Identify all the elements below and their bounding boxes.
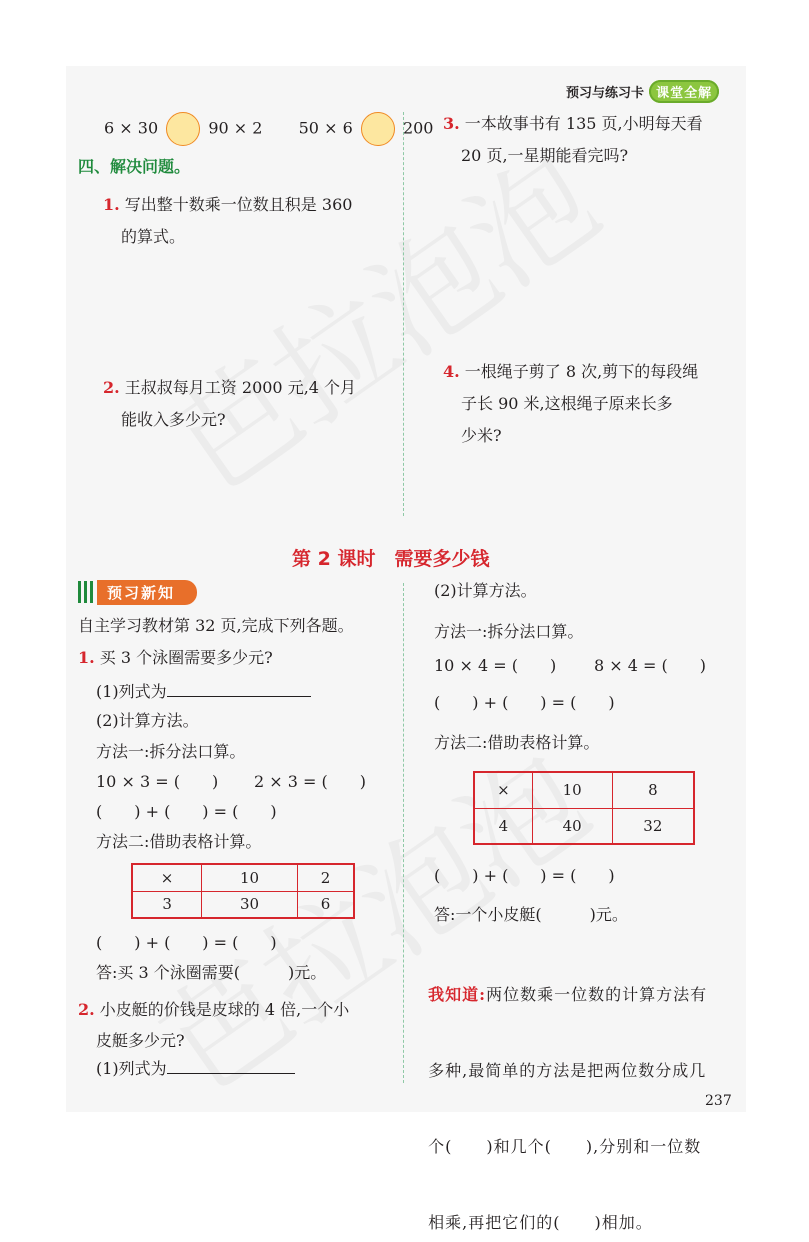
p2-question	[78, 994, 349, 1056]
compare-row	[104, 112, 433, 146]
q4-line1: 一根绳子剪了 8 次,剪下的每段绳	[464, 362, 699, 381]
know-line3: 个( )和几个( ),分别和一位数	[428, 1137, 702, 1156]
question-3	[443, 108, 703, 172]
q1-line2: 的算式。	[121, 227, 186, 246]
q3-line1: 一本故事书有 135 页,小明每天看	[464, 114, 703, 133]
q4-number: 4.	[443, 362, 460, 381]
header-title: 预习与练习卡	[566, 86, 645, 101]
table-row	[474, 772, 694, 808]
banner-bars	[78, 581, 93, 603]
r-method-heading: (2)计算方法。	[434, 581, 537, 600]
q2-line1: 王叔叔每月工资 2000 元,4 个月	[124, 378, 357, 397]
compare-a-left: 6 × 30	[104, 118, 159, 138]
p1-formula-label: (1)列式为	[96, 682, 167, 701]
p1-text: 买 3 个泳圈需要多少元?	[99, 648, 273, 667]
p1-table	[131, 863, 355, 919]
p1-sum: ( ) + ( ) = ( )	[96, 802, 277, 821]
table-cell: 10	[532, 772, 612, 808]
q4-line3: 少米?	[461, 426, 502, 445]
preview-banner	[78, 580, 197, 604]
section-heading: 四、解决问题。	[78, 157, 191, 176]
know-block	[416, 938, 707, 1242]
table-cell: 2	[297, 864, 354, 891]
table-cell: 32	[612, 808, 694, 844]
know-line2: 多种,最简单的方法是把两位数分成几	[428, 1061, 707, 1080]
table-row	[474, 808, 694, 844]
p2-line1: 小皮艇的价钱是皮球的 4 倍,一个小	[99, 1000, 350, 1019]
compare-a-right: 90 × 2	[208, 118, 263, 138]
r-sum: ( ) + ( ) = ( )	[434, 693, 615, 712]
table-cell: 10	[202, 864, 298, 891]
table-cell: 30	[202, 891, 298, 918]
p2-number: 2.	[78, 1000, 95, 1019]
r-calc2: 8 × 4 = ( )	[594, 656, 707, 675]
know-label: 我知道:	[428, 985, 487, 1004]
compare-b-circle[interactable]	[361, 112, 395, 146]
lesson-title: 第 2 课时 需要多少钱	[292, 548, 490, 570]
table-cell: 3	[132, 891, 202, 918]
intro-text: 自主学习教材第 32 页,完成下列各题。	[78, 616, 354, 635]
compare-a-circle[interactable]	[166, 112, 200, 146]
table-row	[132, 891, 354, 918]
page-header	[566, 80, 719, 103]
column-divider-top	[403, 112, 404, 516]
r-method1: 方法一:拆分法口算。	[434, 622, 584, 641]
q4-line2: 子长 90 米,这根绳子原来长多	[461, 394, 673, 413]
r-sum2: ( ) + ( ) = ( )	[434, 866, 615, 885]
column-divider-bottom	[403, 583, 404, 1083]
know-line1: 两位数乘一位数的计算方法有	[486, 985, 708, 1004]
p1-calc1: 10 × 3 = ( )	[96, 772, 219, 791]
r-method2: 方法二:借助表格计算。	[434, 733, 600, 752]
compare-b-right: 200	[402, 118, 434, 138]
compare-b-left: 50 × 6	[298, 118, 353, 138]
p2-formula-blank[interactable]	[167, 1057, 295, 1074]
p2-formula-line	[96, 1057, 295, 1079]
r-answer: 答:一个小皮艇( )元。	[434, 905, 628, 924]
p1-calc2: 2 × 3 = ( )	[254, 772, 367, 791]
banner-label: 预习新知	[97, 580, 197, 605]
r-table	[473, 771, 695, 845]
p1-method2: 方法二:借助表格计算。	[96, 832, 262, 851]
table-cell: 4	[474, 808, 532, 844]
question-1	[103, 189, 352, 253]
table-cell: 8	[612, 772, 694, 808]
know-line4: 相乘,再把它们的( )相加。	[428, 1213, 653, 1232]
table-cell: ×	[474, 772, 532, 808]
q1-number: 1.	[103, 195, 120, 214]
table-row	[132, 864, 354, 891]
header-badge: 课堂全解	[649, 80, 719, 103]
page-number: 237	[705, 1093, 732, 1109]
question-2	[103, 372, 356, 436]
p1-answer: 答:买 3 个泳圈需要( )元。	[96, 963, 327, 982]
q3-number: 3.	[443, 114, 460, 133]
p2-formula-label: (1)列式为	[96, 1059, 167, 1078]
table-cell: 40	[532, 808, 612, 844]
p1-formula-line	[96, 680, 311, 702]
table-cell: ×	[132, 864, 202, 891]
q1-line1: 写出整十数乘一位数且积是 360	[124, 195, 353, 214]
p1-formula-blank[interactable]	[167, 680, 311, 697]
question-4	[443, 356, 698, 452]
p1-question	[78, 648, 273, 668]
p2-line2: 皮艇多少元?	[96, 1031, 185, 1050]
q2-line2: 能收入多少元?	[121, 410, 226, 429]
p1-method-heading: (2)计算方法。	[96, 711, 199, 730]
r-calc1: 10 × 4 = ( )	[434, 656, 557, 675]
table-cell: 6	[297, 891, 354, 918]
p1-method1: 方法一:拆分法口算。	[96, 742, 246, 761]
q2-number: 2.	[103, 378, 120, 397]
q3-line2: 20 页,一星期能看完吗?	[461, 146, 629, 165]
p1-sum2: ( ) + ( ) = ( )	[96, 933, 277, 952]
p1-number: 1.	[78, 648, 95, 667]
